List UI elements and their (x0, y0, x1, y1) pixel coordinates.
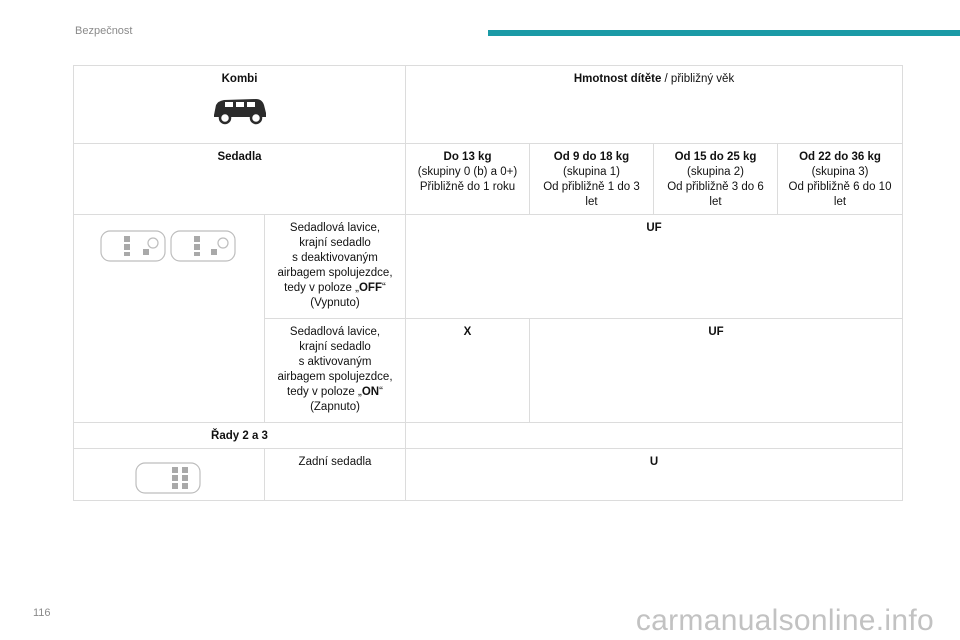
weight-title: Hmotnost dítěte (573, 73, 662, 85)
group-cell-0 (406, 144, 530, 215)
vehicle-label: Kombi (221, 73, 258, 85)
seats-label: Sedadla (74, 144, 406, 215)
rear-seats-diagram-cell (74, 449, 265, 501)
group-weight: Od 15 do 25 kg (674, 151, 757, 163)
group-weight: Do 13 kg (443, 151, 492, 163)
watermark: carmanualsonline.info (635, 604, 934, 637)
text-line: (Zapnuto) (310, 401, 360, 413)
front-off-description (265, 215, 406, 319)
front-seats-car-icon (99, 227, 239, 263)
weight-header-cell (406, 66, 903, 144)
front-on-description (265, 319, 406, 423)
rear-description: Zadní sedadla (265, 449, 406, 501)
group-cell-2 (654, 144, 778, 215)
header-accent-bar (488, 30, 960, 36)
text-part: “ (379, 386, 383, 398)
text-line: krajní sedadlo (299, 341, 371, 353)
text-line: s deaktivovaným (292, 252, 378, 264)
rear-seats-car-icon (134, 459, 204, 495)
front-off-value: UF (406, 215, 903, 319)
table-row-front-off (74, 215, 903, 319)
page-number: 116 (33, 607, 51, 619)
group-class: (skupina 3) (811, 166, 869, 178)
text-line: Sedadlová lavice, (289, 326, 381, 338)
section-title: Bezpečnost (75, 25, 133, 37)
group-weight: Od 22 do 36 kg (799, 151, 881, 163)
text-line: airbagem spolujezdce, (277, 371, 393, 383)
vehicle-cell (74, 66, 406, 144)
group-class: (skupiny 0 (b) a 0+) (417, 166, 518, 178)
group-weight: Od 9 do 18 kg (553, 151, 630, 163)
airbag-state: ON (361, 386, 380, 398)
group-class: (skupina 1) (563, 166, 620, 178)
table-row-rows-label (74, 423, 903, 449)
group-age: Od přibližně 6 do 10 let (788, 181, 892, 208)
group-cell-3 (778, 144, 903, 215)
text-line: Sedadlová lavice, (289, 222, 381, 234)
group-age: Přibližně do 1 roku (419, 181, 516, 193)
weight-subtitle: / přibližný věk (661, 73, 735, 85)
table-row-groups (74, 144, 903, 215)
front-on-value-rest: UF (530, 319, 903, 423)
group-age: Od přibližně 1 do 3 let (543, 181, 640, 208)
rows-label: Řady 2 a 3 (74, 423, 406, 449)
rows-empty-cell (406, 423, 903, 449)
rear-value: U (406, 449, 903, 501)
group-class: (skupina 2) (687, 166, 744, 178)
front-on-value-group0: X (406, 319, 530, 423)
child-seat-table (73, 65, 903, 501)
group-age: Od přibližně 3 do 6 let (667, 181, 764, 208)
group-cell-1 (530, 144, 654, 215)
airbag-state-line (271, 281, 399, 296)
text-line: s aktivovaným (298, 356, 372, 368)
minivan-icon (210, 95, 270, 125)
table-row-rear (74, 449, 903, 501)
table-row-header (74, 66, 903, 144)
airbag-state-line (271, 385, 399, 400)
text-line: (Vypnuto) (310, 297, 360, 309)
text-part: tedy v poloze „ (287, 386, 362, 398)
text-line: airbagem spolujezdce, (277, 267, 393, 279)
airbag-state: OFF (358, 282, 382, 294)
text-line: krajní sedadlo (299, 237, 371, 249)
text-part: tedy v poloze „ (284, 282, 359, 294)
text-part: “ (381, 282, 386, 294)
front-seats-diagram-cell (74, 215, 265, 423)
